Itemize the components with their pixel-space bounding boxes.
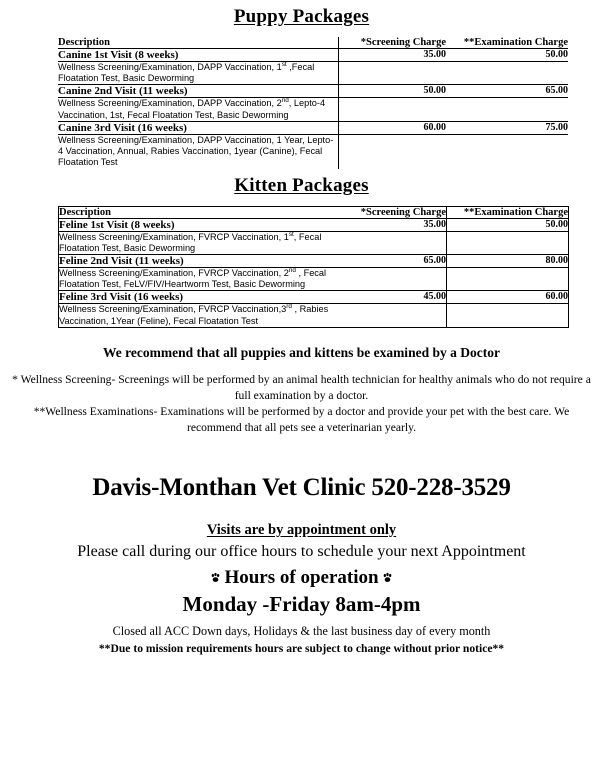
visit-detail-pre: Wellness Screening/Examination, FVRCP Vaccination,3 — [59, 304, 287, 315]
appointment-only-text: Visits are by appointment only — [206, 521, 397, 538]
hours-heading-text: Hours of operation — [224, 566, 379, 588]
appointment-only-notice — [0, 522, 603, 539]
screening-charge-value: 35.00 — [339, 218, 447, 231]
spacer-cell — [446, 62, 568, 85]
examination-charge-value: 80.00 — [447, 254, 569, 267]
examination-charge-value: 50.00 — [447, 218, 569, 231]
visit-detail-ordinal: nd — [281, 97, 289, 105]
closed-days-note: Closed all ACC Down days, Holidays & the last business day of every month — [112, 623, 491, 638]
column-header-examination-charge: **Examination Charge — [446, 37, 568, 49]
table-row — [59, 304, 569, 327]
kitten-packages-table — [58, 206, 569, 328]
visit-detail — [59, 304, 339, 327]
visit-detail-ordinal: st — [281, 60, 287, 68]
spacer-cell — [446, 134, 568, 168]
screening-charge-value: 45.00 — [339, 291, 447, 304]
visit-detail-ordinal: nd — [288, 266, 296, 274]
table-row — [58, 134, 568, 168]
kitten-packages-title — [0, 169, 603, 197]
hours-days-text: Monday -Friday 8am-4pm — [182, 591, 421, 616]
table-row — [58, 49, 568, 62]
table-row — [58, 85, 568, 98]
visit-detail-pre: Wellness Screening/Examination, DAPP Vaccination, 1 Year, Lepto-4 Vaccination, Annual, Rabies Vaccination, 1year (Canine), Fecal Floatation Test — [58, 134, 334, 168]
screening-charge-value: 50.00 — [338, 85, 446, 98]
call-instruction: Please call during our office hours to schedule your next Appointment — [77, 542, 526, 560]
visit-detail-post: , Lepto-4 Vaccination, 1st, Fecal Floatation Test, Basic Deworming — [58, 98, 326, 120]
puppy-packages-title — [0, 0, 603, 28]
visit-detail — [58, 134, 338, 168]
screening-charge-value: 65.00 — [339, 254, 447, 267]
screening-charge-value: 60.00 — [338, 121, 446, 134]
visit-name: Canine 3rd Visit (16 weeks) — [58, 121, 338, 134]
visit-detail — [58, 98, 338, 121]
visit-detail-post: , Fecal Floatation Test, Basic Deworming — [59, 231, 322, 253]
visit-detail-pre: Wellness Screening/Examination, FVRCP Vaccination, 1 — [59, 231, 289, 242]
hours-of-operation-heading — [0, 567, 603, 589]
table-header-row — [59, 206, 569, 218]
screening-charge-value: 35.00 — [338, 49, 446, 62]
visit-detail-pre: Wellness Screening/Examination, DAPP Vaccination, 2 — [58, 98, 282, 109]
hours-disclaimer: **Due to mission requirements hours are subject to change without prior notice** — [98, 641, 505, 655]
spacer-cell — [339, 304, 447, 327]
spacer-cell — [446, 98, 568, 121]
column-header-screening-charge: *Screening Charge — [338, 37, 446, 49]
examination-charge-value: 60.00 — [447, 291, 569, 304]
visit-name: Canine 2nd Visit (11 weeks) — [58, 85, 338, 98]
kitten-packages-title-text: Kitten Packages — [234, 174, 369, 196]
screening-footnote: * Wellness Screening- Screenings will be performed by an animal health technician for healthy animals who do not require a full examination by a doctor. — [12, 372, 591, 402]
visit-detail-pre: Wellness Screening/Examination, FVRCP Vaccination, 2 — [59, 267, 289, 278]
visit-name: Canine 1st Visit (8 weeks) — [58, 49, 338, 62]
column-header-screening-charge: *Screening Charge — [339, 206, 447, 218]
spacer-cell — [339, 267, 447, 290]
table-row — [59, 267, 569, 290]
visit-detail-post: ,Fecal Floatation Test, Basic Deworming — [58, 62, 315, 84]
spacer-cell — [338, 134, 446, 168]
spacer-cell — [447, 231, 569, 254]
visit-detail-post: , Fecal Floatation Test, FeLV/FIV/Heartworm Test, Basic Deworming — [59, 267, 327, 290]
examination-charge-value: 65.00 — [446, 85, 568, 98]
footnotes — [6, 372, 597, 436]
examination-charge-value: 50.00 — [446, 49, 568, 62]
visit-detail — [58, 62, 338, 85]
visit-detail-ordinal: st — [288, 230, 294, 238]
examination-footnote: **Wellness Examinations- Examinations will be performed by a doctor and provide your pet with the best care. We recommend that all pets see a veterinarian yearly. — [33, 404, 570, 434]
puppy-packages-table — [58, 37, 568, 169]
visit-detail — [59, 231, 339, 254]
examination-charge-value: 75.00 — [446, 121, 568, 134]
table-row — [59, 218, 569, 231]
table-row — [59, 291, 569, 304]
table-header-row — [58, 37, 568, 49]
visit-name: Feline 1st Visit (8 weeks) — [59, 218, 339, 231]
visit-detail-ordinal: rd — [286, 303, 292, 311]
visit-detail-post: , Rabies Vaccination, 1Year (Feline), Fecal Floatation Test — [59, 304, 329, 326]
table-row — [59, 231, 569, 254]
spacer-cell — [338, 62, 446, 85]
visit-name: Feline 2nd Visit (11 weeks) — [59, 254, 339, 267]
column-header-description: Description — [58, 37, 338, 49]
paw-print-icon — [379, 569, 393, 583]
spacer-cell — [447, 267, 569, 290]
spacer-cell — [339, 231, 447, 254]
column-header-examination-charge: **Examination Charge — [447, 206, 569, 218]
visit-name: Feline 3rd Visit (16 weeks) — [59, 291, 339, 304]
visit-detail-pre: Wellness Screening/Examination, DAPP Vaccination, 1 — [58, 62, 282, 72]
table-row — [59, 254, 569, 267]
column-header-description: Description — [59, 206, 339, 218]
table-row — [58, 62, 568, 85]
visit-detail — [59, 267, 339, 290]
table-row — [58, 98, 568, 121]
spacer-cell — [447, 304, 569, 327]
table-row — [58, 121, 568, 134]
clinic-name-and-phone: Davis-Monthan Vet Clinic 520-228-3529 — [92, 473, 511, 501]
paw-print-icon — [210, 569, 224, 583]
recommendation-text: We recommend that all puppies and kittens be examined by a Doctor — [103, 344, 500, 360]
spacer-cell — [338, 98, 446, 121]
puppy-packages-title-text: Puppy Packages — [233, 6, 370, 27]
